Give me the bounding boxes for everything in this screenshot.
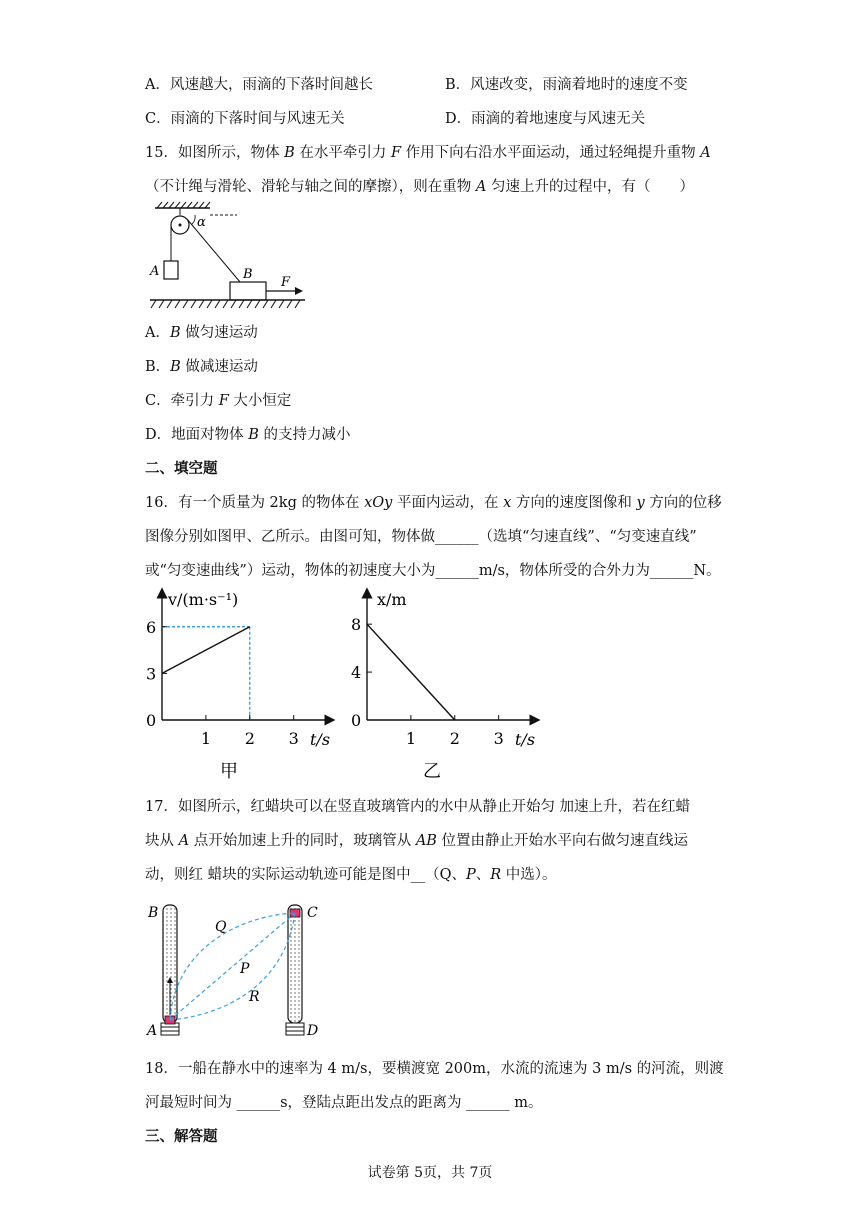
label-f: F — [281, 275, 291, 290]
chart-jia-ylabel: v/(m·s⁻¹) — [168, 590, 239, 609]
jia-series-line — [162, 627, 250, 674]
q15-option-c: C．牵引力 F 大小恒定 — [145, 393, 292, 409]
chart-jia — [140, 585, 340, 785]
jia-xtick-label: 2 — [244, 729, 255, 748]
yi-xtick-label: 1 — [405, 729, 417, 748]
tube-cd — [288, 905, 302, 1023]
yi-series-line — [367, 624, 455, 720]
q16-stem-line2: 图像分别如图甲、乙所示。由图可知，物体做______（选填“匀速直线”、“匀变速直线” — [145, 529, 697, 545]
chart-jia-xlabel: t/s — [310, 730, 331, 749]
chart-jia-caption: 甲 — [220, 761, 238, 782]
q17-stem-line1: 17．如图所示，红蜡块可以在竖直玻璃管内的水中从静止开始匀 加速上升，若在红蜡 — [145, 799, 691, 815]
label-p: P — [240, 961, 250, 977]
label-r: R — [249, 989, 260, 1005]
jia-xtick-label: 3 — [288, 729, 299, 748]
q14-option-c: C．雨滴的下落时间与风速无关 — [145, 111, 345, 127]
q14-option-a: A．风速越大，雨滴的下落时间越长 — [145, 77, 373, 93]
q18-stem-line1: 18．一船在静水中的速率为 4 m/s，要横渡宽 200m，水流的流速为 3 m/s 的河流，则渡 — [145, 1061, 724, 1077]
yi-ytick-label: 4 — [351, 663, 362, 683]
chart-yi-ylabel: x/m — [377, 590, 407, 609]
label-c: C — [307, 905, 318, 921]
angle-alpha-label: α — [197, 215, 206, 230]
chart-yi-caption: 乙 — [423, 761, 441, 782]
jia-ytick-label: 6 — [146, 617, 157, 637]
section-fill-in-title: 二、填空题 — [145, 461, 218, 477]
chart-yi-xlabel: t/s — [515, 730, 536, 749]
yi-xtick-label: 2 — [449, 729, 460, 748]
q15-option-b: B．B 做减速运动 — [145, 359, 258, 375]
q17-stem-line2: 块从 A 点开始加速上升的同时，玻璃管从 AB 位置由静止开始水平向右做匀速直线运 — [145, 833, 689, 849]
jia-ytick-label: 3 — [146, 664, 157, 684]
q15-stem-line2: （不计绳与滑轮、滑轮与轴之间的摩擦），则在重物 A 匀速上升的过程中，有（ ） — [145, 179, 694, 195]
yi-ytick-label: 8 — [351, 615, 362, 635]
chart-yi — [345, 585, 545, 785]
q17-tube-figure — [145, 895, 335, 1045]
yi-ytick-label: 0 — [351, 711, 362, 730]
label-b: B — [148, 905, 159, 921]
label-d: D — [307, 1023, 319, 1039]
q16-stem-line1: 16．有一个质量为 2kg 的物体在 xOy 平面内运动，在 x 方向的速度图像和 y 方向的位移 — [145, 495, 722, 511]
label-b: B — [243, 267, 253, 282]
label-q: Q — [215, 919, 227, 935]
block-b — [230, 282, 266, 300]
q14-option-b: B．风速改变，雨滴着地时的速度不变 — [445, 77, 688, 93]
q15-pulley-figure — [145, 198, 315, 313]
q15-option-d: D．地面对物体 B 的支持力减小 — [145, 427, 351, 443]
q17-stem-line3: 动，则红 蜡块的实际运动轨迹可能是图中__（Q、P、R 中选）。 — [145, 867, 557, 883]
jia-ytick-label: 0 — [146, 711, 157, 730]
q16-stem-line3: 或“匀变速曲线”）运动，物体的初速度大小为______m/s，物体所受的合外力为______N。 — [145, 563, 721, 579]
q15-stem-line1: 15．如图所示，物体 B 在水平牵引力 F 作用下向右沿水平面运动，通过轻绳提升重物 A — [145, 145, 711, 161]
section-answer-title: 三、解答题 — [145, 1129, 218, 1145]
q14-option-d: D．雨滴的着地速度与风速无关 — [445, 111, 646, 127]
q18-stem-line2: 河最短时间为 ______s，登陆点距出发点的距离为 ______ m。 — [145, 1095, 543, 1111]
q15-option-a: A．B 做匀速运动 — [145, 325, 258, 341]
label-a: A — [147, 1023, 158, 1039]
block-a — [164, 261, 178, 279]
yi-xtick-label: 3 — [493, 729, 504, 748]
jia-xtick-label: 1 — [200, 729, 212, 748]
label-a: A — [150, 264, 160, 279]
page-footer: 试卷第 5页，共 7页 — [367, 1165, 493, 1181]
